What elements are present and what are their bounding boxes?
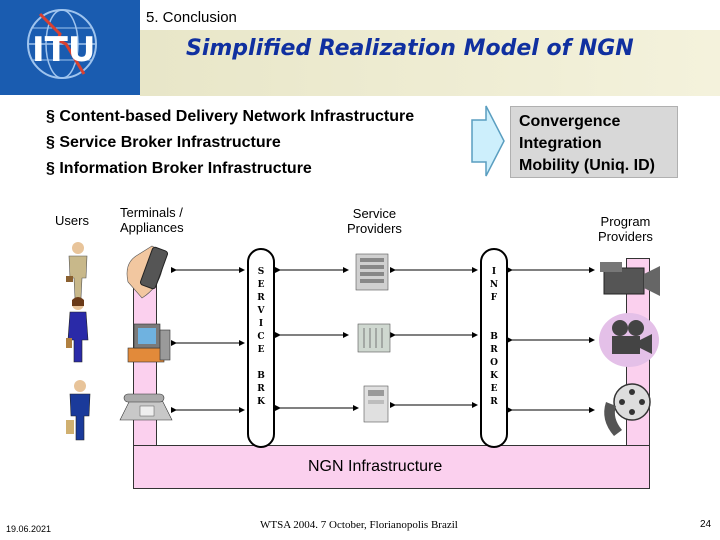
slide-title: Simplified Realization Model of NGN	[186, 36, 634, 61]
pill-letter: B	[257, 371, 265, 381]
businessman-user-icon	[64, 240, 92, 300]
pill-letter: E	[490, 384, 498, 394]
users-label: Users	[55, 213, 89, 228]
right-arrow-icon	[470, 104, 506, 178]
service-providers-label-line: Service	[352, 206, 397, 221]
user-with-briefcase-icon	[64, 378, 96, 442]
pill-letter	[249, 357, 273, 370]
convergence-line: Integration	[519, 135, 602, 152]
itu-logo	[0, 0, 140, 95]
pill-letter: F	[490, 293, 498, 303]
bullet-item: § Content-based Delivery Network Infrastructure	[46, 104, 414, 130]
pill-letter: B	[490, 332, 498, 342]
section-label: 5. Conclusion	[146, 9, 237, 26]
pill-letter: I	[258, 319, 264, 329]
terminals-label-line: Terminals /	[120, 205, 183, 220]
page-number: 24	[700, 519, 712, 530]
mobile-phone-icon	[122, 244, 170, 302]
businesswoman-user-icon	[64, 296, 92, 366]
ngn-infrastructure-label: NGN Infrastructure	[308, 458, 443, 475]
pill-letter: K	[257, 397, 265, 407]
video-camera-icon	[598, 254, 666, 300]
bullet-list	[46, 104, 414, 182]
footer-event: WTSA 2004. 7 October, Florianopolis Brazil	[260, 519, 458, 531]
pill-letter: R	[490, 397, 498, 407]
tower-server-icon	[360, 382, 392, 426]
program-providers-label	[598, 214, 653, 244]
pill-letter: E	[257, 280, 265, 290]
desk-telephone-icon	[118, 390, 174, 426]
pill-letter: S	[257, 267, 265, 277]
pill-letter: O	[490, 358, 498, 368]
desktop-computer-icon	[124, 320, 172, 366]
service-providers-label	[347, 206, 402, 236]
film-camera-icon	[598, 310, 660, 368]
service-providers-label-line: Providers	[347, 221, 402, 236]
program-providers-label-line: Program	[600, 214, 651, 229]
pill-letter: K	[490, 371, 498, 381]
bullet-item: § Service Broker Infrastructure	[46, 130, 414, 156]
pill-letter: E	[257, 345, 265, 355]
convergence-box	[510, 106, 678, 178]
pill-letter	[482, 305, 506, 331]
pill-letter: R	[257, 384, 265, 394]
service-broker-pill	[247, 248, 275, 448]
terminals-label-line: Appliances	[120, 220, 184, 235]
program-providers-label-line: Providers	[598, 229, 653, 244]
film-reel-icon	[596, 380, 656, 440]
network-switch-icon	[354, 316, 394, 356]
bullet-item: § Information Broker Infrastructure	[46, 156, 414, 182]
server-rack-icon	[352, 250, 392, 294]
pill-letter: R	[490, 345, 498, 355]
logo-text: ITU	[32, 30, 96, 70]
pill-letter: C	[257, 332, 265, 342]
pill-letter: N	[489, 280, 499, 290]
terminals-label	[120, 205, 184, 235]
convergence-line: Convergence	[519, 113, 621, 130]
footer-date: 19.06.2021	[6, 524, 52, 534]
info-broker-pill	[480, 248, 508, 448]
pill-letter: I	[491, 267, 497, 277]
pill-letter: R	[257, 293, 265, 303]
pill-letter: V	[257, 306, 265, 316]
convergence-line: Mobility (Uniq. ID)	[519, 157, 655, 174]
